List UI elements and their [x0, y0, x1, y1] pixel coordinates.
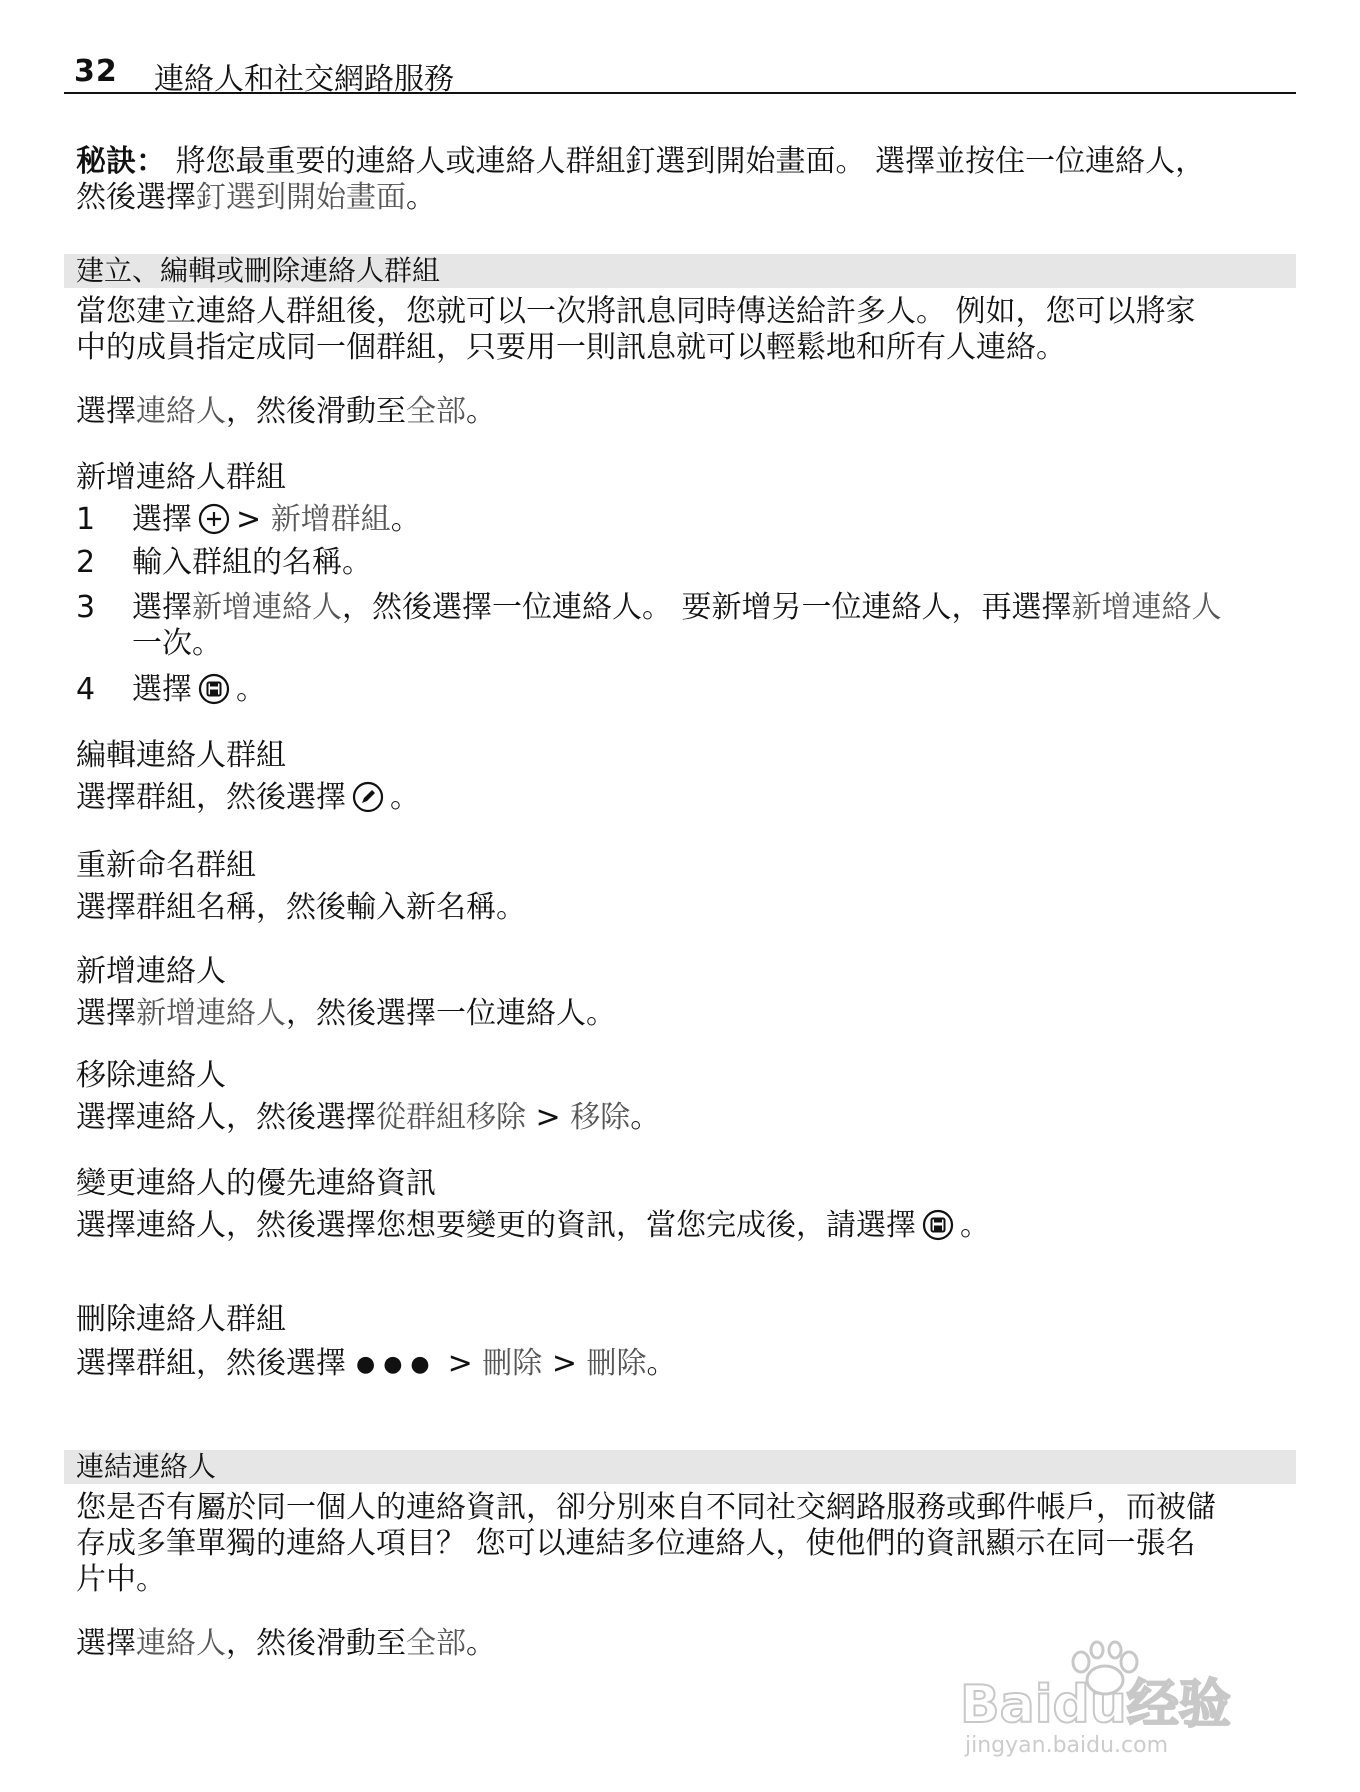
page-header — [64, 52, 1296, 97]
remove-contact-text: 選擇連絡人，然後選擇從群組移除 > 移除。 — [76, 1100, 661, 1135]
section-title-groups: 建立、編輯或刪除連絡人群組 — [64, 254, 1296, 288]
watermark-url: jingyan.baidu.com — [965, 1733, 1169, 1758]
pin-to-start-link: 釘選到開始畫面 — [196, 180, 406, 215]
link-contacts-intro: 您是否有屬於同一個人的連絡資訊，卻分別來自不同社交網路服務或郵件帳戶，而被儲 存成多筆單獨的連絡人項目？ 您可以連結多位連絡人，使他們的資訊顯示在同一張名 片中。 — [76, 1490, 1216, 1597]
delete-group-heading: 刪除連絡人群組 — [76, 1302, 286, 1337]
chapter-title: 連絡人和社交網路服務 — [154, 62, 454, 97]
edit-icon — [352, 781, 384, 813]
delete-group-text: 選擇群組，然後選擇 ●●● > 刪除 > 刪除。 — [76, 1346, 677, 1381]
remove-contact-heading: 移除連絡人 — [76, 1058, 226, 1093]
section-title-link: 連結連絡人 — [64, 1450, 1296, 1484]
save-icon — [922, 1209, 954, 1241]
edit-group-text: 選擇群組，然後選擇 。 — [76, 780, 420, 815]
tip-text-line1: 將您最重要的連絡人或連絡人群組釘選到開始畫面。 選擇並按住一位連絡人， — [175, 144, 1206, 179]
change-pref-text: 選擇連絡人，然後選擇您想要變更的資訊，當您完成後，請選擇 。 — [76, 1208, 990, 1243]
rename-group-heading: 重新命名群組 — [76, 848, 256, 883]
add-icon — [198, 503, 230, 535]
select-contacts-line: 選擇連絡人，然後滑動至全部。 — [76, 394, 496, 429]
select-contacts-line-2: 選擇連絡人，然後滑動至全部。 — [76, 1626, 496, 1661]
change-pref-heading: 變更連絡人的優先連絡資訊 — [76, 1166, 436, 1201]
watermark-logo: Baidu经验 — [960, 1675, 1231, 1735]
tip-paragraph: 秘訣： 將您最重要的連絡人或連絡人群組釘選到開始畫面。 選擇並按住一位連絡人， 然後選擇釘選到開始畫面。 — [76, 144, 1206, 215]
save-icon — [198, 673, 230, 705]
add-contact-heading: 新增連絡人 — [76, 954, 226, 989]
rename-group-text: 選擇群組名稱，然後輸入新名稱。 — [76, 890, 526, 925]
add-contact-text: 選擇新增連絡人，然後選擇一位連絡人。 — [76, 996, 616, 1031]
groups-intro: 當您建立連絡人群組後，您就可以一次將訊息同時傳送給許多人。 例如，您可以將家 中的成員指定成同一個群組，只要用一則訊息就可以輕鬆地和所有人連絡。 — [76, 294, 1196, 365]
new-group-heading: 新增連絡人群組 — [76, 460, 286, 495]
edit-group-heading: 編輯連絡人群組 — [76, 738, 286, 773]
baidu-watermark — [955, 1640, 1285, 1760]
page-number: 32 — [74, 54, 118, 89]
more-icon: ●●● — [356, 1352, 438, 1377]
manual-page: 32 連絡人和社交網路服務 秘訣： 將您最重要的連絡人或連絡人群組釘選到開始畫面。 選擇並按住一位連絡人， 然後選擇釘選到開始畫面。 建立、編輯或刪除連絡人群組 當您建立連絡人群組後，您就可以一次將訊息同時傳送給許多人。 例如，您可以將家 中的成員指定成同一個群組，只要用一則訊息就可以輕鬆地和所有人連絡。 選擇連絡人，然後滑動至全部。 新增連絡人群組 1 選擇 > 新增群組。 2 輸入群組的名稱。 3 選擇新增連絡人，然後選擇一位連絡人。 要新增另一位連絡人，再選擇新增連絡人 一次。 4 選擇 。 編輯連絡人群組 選擇群組，然後選擇 。 重新命名群組 選擇群組名稱，然後輸入新名稱。 新增連絡人 選擇新增連絡人，然後選擇一位連絡人。 移除連絡人 選擇連絡人，然後選擇從群組移除 > 移除。 變更連絡人的優先連絡資訊 選擇連絡人，然後選擇您想要變更的資訊，當您完成後，請選擇 。 刪除連絡人群組 選擇群組，然後選擇 ●●● > 刪除 > 刪除。 連結連絡人 您是否有屬於同一個人的連絡資訊，卻分別來自不同社交網路服務或郵件帳戶，而被儲 存成多筆單獨的連絡人項目？ 您可以連結多位連絡人，使他們的資訊顯示在同一張名 片中。 選擇連絡人，然後滑動至全部。 Baidu经验 jingyan.baidu.com — [0, 0, 1360, 1792]
tip-label: 秘訣： — [76, 144, 166, 179]
